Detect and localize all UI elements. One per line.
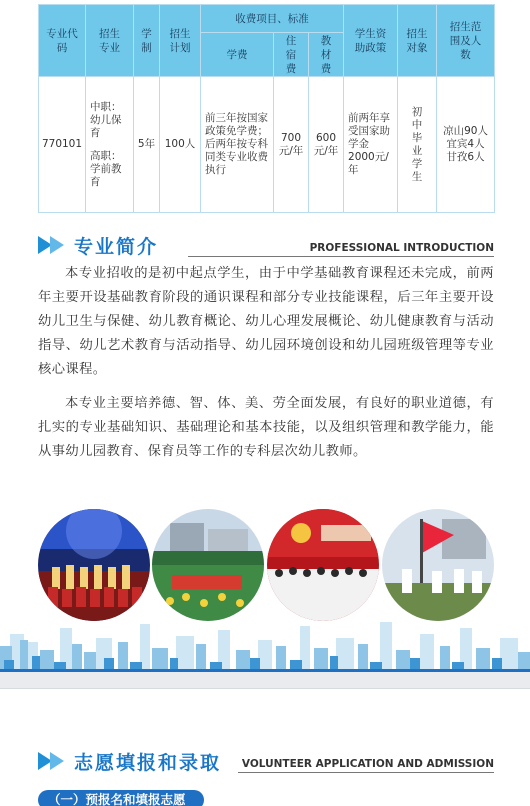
intro-paragraph-2: 本专业主要培养德、智、体、美、劳全面发展，有良好的职业道德，有扎实的专业基础知识、基础理论和基本技能，以及组织管理和教学能力，能从事幼儿园教育、保育员等工作的专科层次幼儿教师。 bbox=[38, 396, 494, 459]
section-title: 专业简介 bbox=[74, 236, 159, 258]
scope-line-2: 宜宾4人 bbox=[446, 138, 485, 150]
arrow-icon bbox=[50, 752, 64, 770]
section-title: 志愿填报和录取 bbox=[74, 752, 222, 774]
th-plan: 招生计划 bbox=[160, 5, 201, 77]
intro-paragraph-1: 本专业招收的是初中起点学生，由于中学基础教育课程还未完成，前两年主要开设基础教育阶段的通识课程和部分专业技能课程，后三年主要开设幼儿卫生与保健、幼儿教育概论、幼儿心理发展概论、幼儿健康教育与活动指导、幼儿艺术教育与活动指导、幼儿园环境创设和幼儿园班级管理等专业核心课程。 bbox=[38, 266, 494, 377]
cell-major bbox=[86, 77, 134, 213]
section-heading-intro bbox=[38, 232, 494, 258]
cell-aid: 前两年享受国家助学金2000元/年 bbox=[344, 77, 398, 213]
th-major: 招生专业 bbox=[86, 5, 134, 77]
divider bbox=[0, 688, 530, 689]
city-skyline bbox=[0, 616, 530, 672]
cell-accommodation: 700元/年 bbox=[274, 77, 309, 213]
page-bottom bbox=[0, 688, 530, 806]
th-aid: 学生资助政策 bbox=[344, 5, 398, 77]
divider bbox=[238, 772, 494, 773]
cell-scope bbox=[437, 77, 495, 213]
scope-line-3: 甘孜6人 bbox=[446, 151, 485, 163]
th-tuition: 学费 bbox=[201, 33, 274, 77]
subsection-pill: （一）预报名和填报志愿 bbox=[38, 790, 204, 806]
th-accommodation: 住宿费 bbox=[274, 33, 309, 77]
cell-target: 初中毕业学生 bbox=[398, 77, 437, 213]
scope-line-1: 凉山90人 bbox=[443, 125, 488, 137]
th-code: 专业代码 bbox=[39, 5, 86, 77]
photo-red-ceremony bbox=[267, 509, 379, 621]
photo-stage-performance bbox=[38, 509, 150, 621]
divider bbox=[188, 256, 494, 257]
section-heading-admission bbox=[38, 748, 494, 774]
th-duration: 学制 bbox=[134, 5, 160, 77]
enrollment-table bbox=[38, 4, 495, 213]
section-subtitle-en: VOLUNTEER APPLICATION AND ADMISSION bbox=[241, 758, 494, 770]
arrow-icon bbox=[50, 236, 64, 254]
section-subtitle-en: PROFESSIONAL INTRODUCTION bbox=[309, 242, 494, 254]
th-textbook: 教材费 bbox=[309, 33, 344, 77]
major-line-1: 中职：幼儿保育 bbox=[90, 100, 122, 139]
cell-duration: 5年 bbox=[134, 77, 160, 213]
photo-sports-field bbox=[152, 509, 264, 621]
th-fees-group: 收费项目、标准 bbox=[201, 5, 344, 33]
th-scope: 招生范围及人数 bbox=[437, 5, 495, 77]
cell-code: 770101 bbox=[39, 77, 86, 213]
cell-textbook: 600元/年 bbox=[309, 77, 344, 213]
th-target: 招生对象 bbox=[398, 5, 437, 77]
page-gap bbox=[0, 672, 530, 688]
cell-plan: 100人 bbox=[160, 77, 201, 213]
cell-tuition: 前三年按国家政策免学费；后两年按专科同类专业收费执行 bbox=[201, 77, 274, 213]
major-line-2: 高职：学前教育 bbox=[90, 149, 122, 188]
photo-flag-parade bbox=[382, 509, 494, 621]
